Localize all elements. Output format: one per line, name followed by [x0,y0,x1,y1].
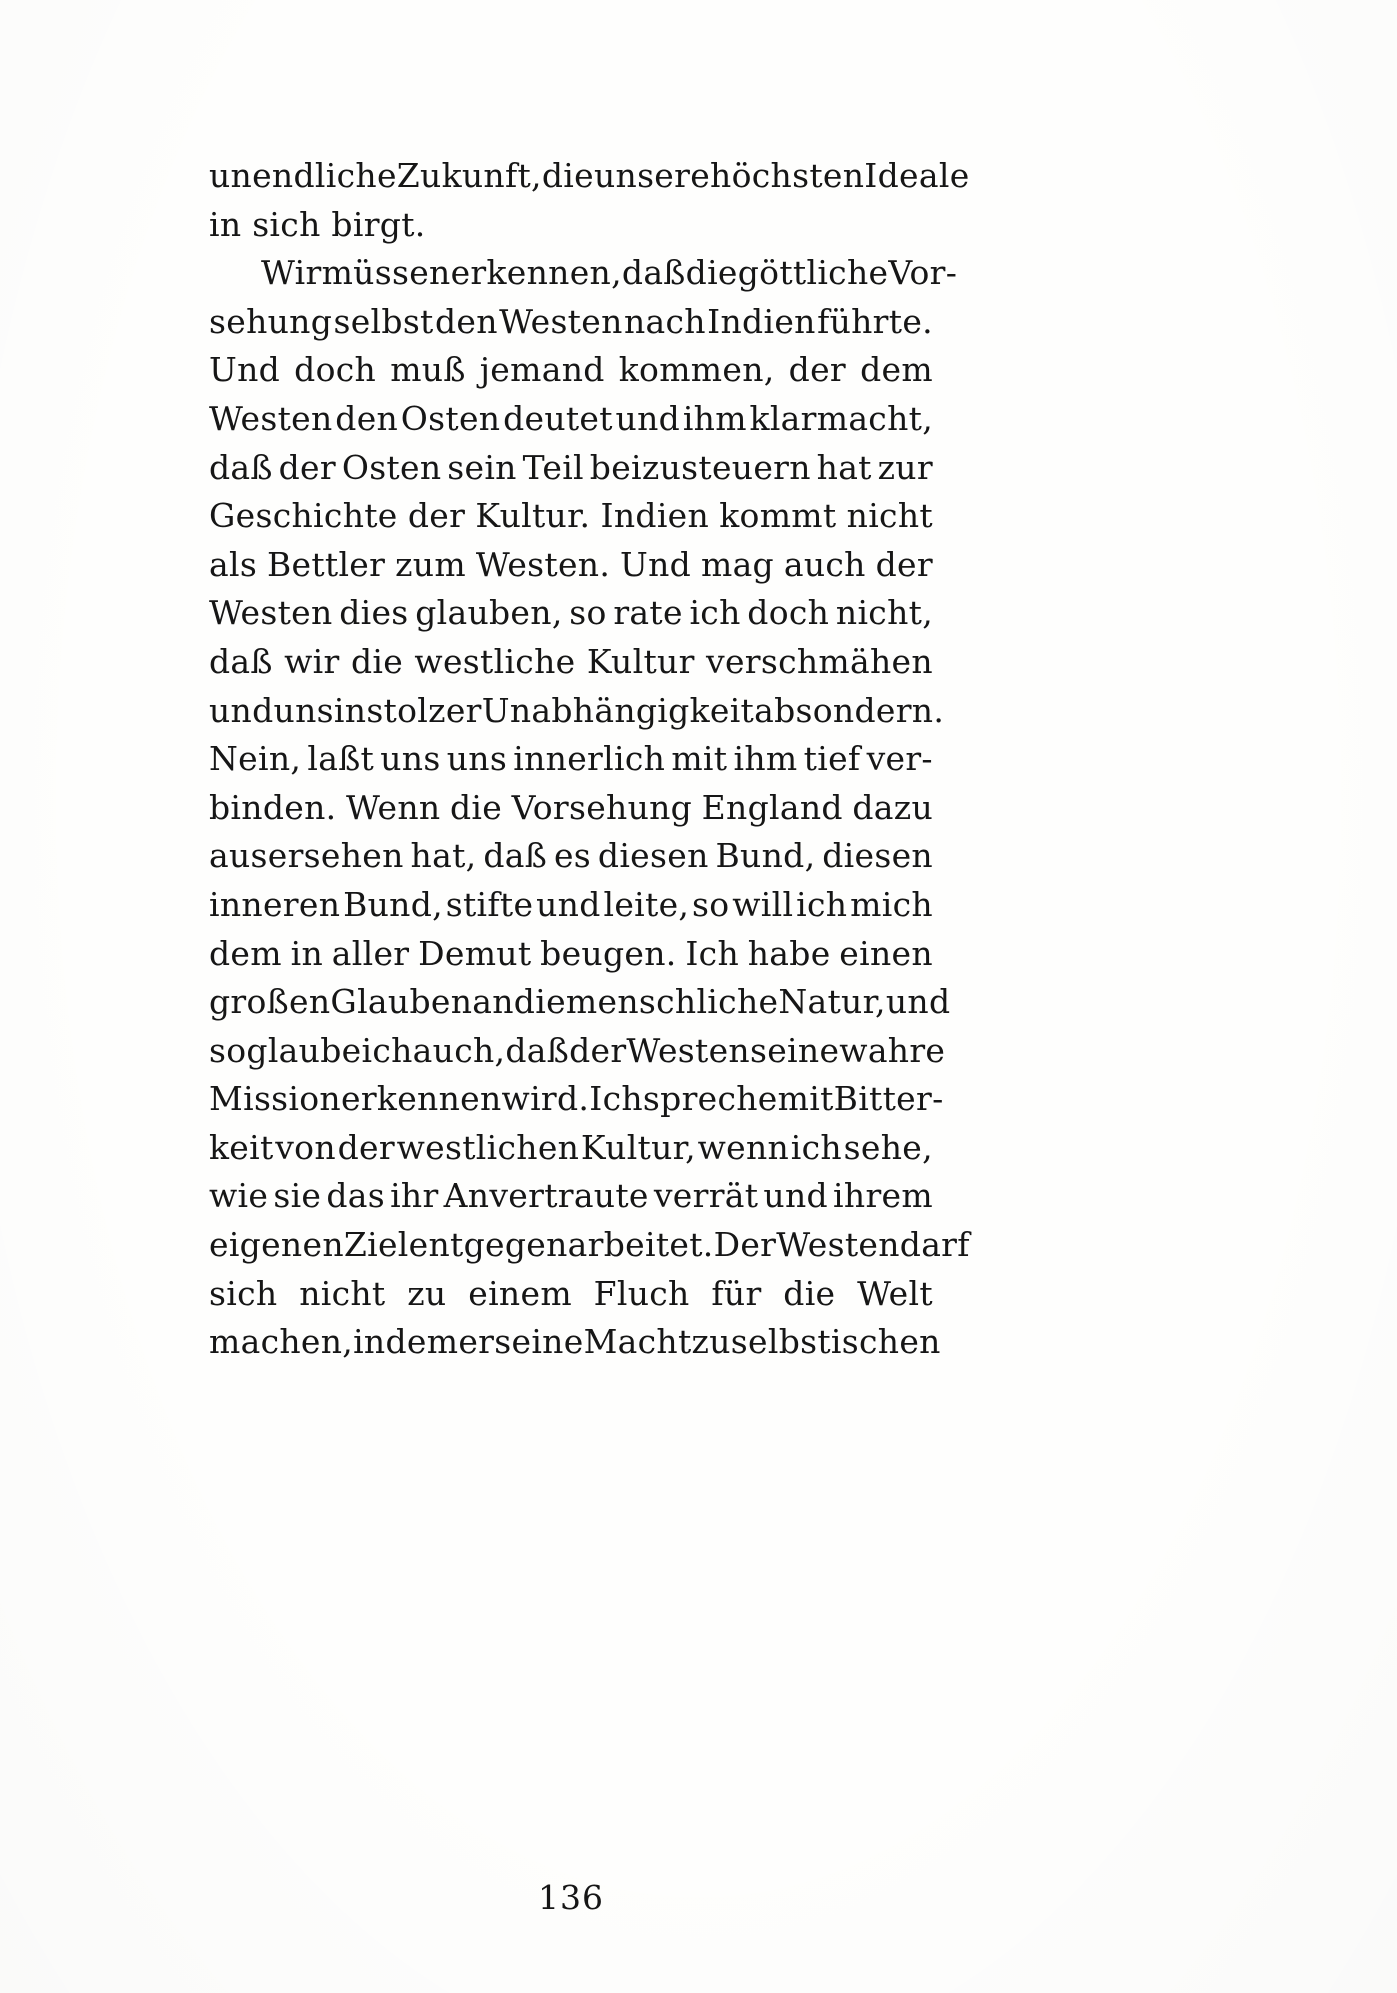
word: wahre [839,1030,946,1070]
word: dem [860,350,933,390]
word: Westen. [475,544,611,584]
word: wir [284,641,340,681]
word: die [685,253,738,293]
word: diesen [822,836,933,876]
text-line [209,638,933,687]
word: als [209,544,258,584]
word: verrät [653,1176,759,1216]
text-line [209,444,933,493]
word: Kultur, [580,1127,696,1167]
word: Westen [499,301,623,341]
word: erkennen, [450,253,622,293]
word: uns [446,739,508,779]
word: nicht, [835,593,933,633]
word: Glauben [330,982,473,1022]
text-line [209,152,970,201]
word: in [333,690,367,730]
word: von [275,1127,336,1167]
word: Westen [209,398,333,438]
word: den [335,398,399,438]
word: klarmacht, [749,398,933,438]
word: darf [899,1225,970,1265]
word: keit [209,1127,274,1167]
word: auch [783,544,866,584]
text-line [209,249,958,298]
word: sehung [209,301,333,341]
word: uns [380,739,441,779]
word: so [209,1030,247,1070]
word: Der [713,1225,777,1265]
text-block [209,152,970,1367]
word: wird. [501,1079,590,1119]
word: habe [747,933,831,973]
word: die [449,787,503,827]
word: ihm [682,398,747,438]
word: Zukunft, [396,156,542,195]
text-line [209,492,933,541]
word: stolzer [366,690,482,730]
word: laßt [307,739,375,779]
word: tief [803,739,861,779]
word: Macht [583,1322,692,1362]
word: hat, [410,836,477,876]
text-line [209,1075,944,1124]
word: Westen [209,593,333,633]
text-line [209,298,933,347]
word: westlichen [396,1127,580,1167]
word: doch [294,350,377,390]
text-line [209,589,933,638]
word: binden. [209,787,337,827]
word: ausersehen [209,836,404,876]
word: mag [700,544,774,584]
text-line [209,395,933,444]
word: Osten [341,447,442,487]
word: machen, [209,1322,354,1362]
word: das [326,1176,385,1216]
word: Und [209,350,281,390]
word: kommt [719,496,837,536]
word: es [553,836,592,876]
word: Ich [589,1079,643,1119]
word: sein [447,447,517,487]
word: Ich [685,933,739,973]
word: Bitter- [833,1079,944,1119]
word: dem [209,933,282,973]
text-line [209,1027,946,1076]
word: der [875,544,933,584]
word: dazu [852,787,933,827]
word: diesen [597,836,709,876]
word: daß [483,836,548,876]
word: nach [623,301,706,341]
word: die [783,1273,836,1313]
text-line [209,541,933,590]
word: Mission [209,1079,341,1119]
word: Kultur. [475,496,591,536]
word: die [541,156,594,195]
word: sehe, [843,1127,933,1167]
word: beizusteuern [589,447,811,487]
word: beugen. [540,933,677,973]
word: der [407,496,466,536]
word: Indien [600,496,710,536]
text-line [209,881,933,930]
word: Westen [776,1225,900,1265]
text-line [209,346,933,395]
word: entgegenarbeitet. [408,1225,714,1265]
word: menschliche [565,982,779,1022]
word: ihm [733,739,798,779]
word: mit [777,1079,834,1119]
word: innerlich [513,739,666,779]
word: zur [877,447,933,487]
word: Ideale [864,156,970,195]
word: an [472,982,514,1022]
word: und [763,1176,828,1216]
word: den [434,301,498,341]
word: müssen [321,253,451,293]
word: die [350,641,404,681]
word: unsere [593,156,711,195]
word: Kultur [586,641,695,681]
word: dies [339,593,409,633]
text-line [209,1172,933,1221]
word: uns [273,690,334,730]
word: glaube [246,1030,362,1070]
text-line [209,1221,970,1270]
word: mich [850,884,933,924]
word: Natur, [778,982,886,1022]
word: Bund, [715,836,816,876]
text-line [209,1270,933,1319]
word: der [278,447,336,487]
text-line [209,930,933,979]
word: absondern. [754,690,945,730]
text-line [209,1318,941,1367]
word: leite, [603,884,690,924]
word: westliche [414,641,576,681]
word: ich [796,884,848,924]
word: spreche [642,1079,778,1119]
word: seine [749,1030,840,1070]
word: Vor- [888,253,958,293]
word: auch, [412,1030,506,1070]
word: Westen [626,1030,750,1070]
word: England [701,787,843,827]
word: Wenn [345,787,441,827]
word: unendliche [209,156,397,195]
word: so [569,593,607,633]
word: wie [209,1176,269,1216]
word: höchsten [710,156,865,195]
word: die [513,982,566,1022]
text-line: in sich birgt. [209,204,426,244]
word: eigenen [209,1225,344,1265]
word: daß [209,641,273,681]
word: Welt [857,1273,933,1313]
word: zu [691,1322,731,1362]
word: will [732,884,794,924]
word: daß [621,253,686,293]
text-line [209,687,945,736]
word: für [711,1273,762,1313]
word: ihrem [833,1176,933,1216]
word: zu [407,1273,447,1313]
word: er [458,1322,495,1362]
word: Bund, [343,884,443,924]
page-number: 136 [538,1878,604,1917]
text-line [209,784,933,833]
word: Anvertraute [443,1176,649,1216]
word: ver- [866,739,933,779]
word: großen [209,982,331,1022]
word: Nein, [209,739,302,779]
word: jemand [479,350,605,390]
text-line [209,1124,933,1173]
word: Osten [400,398,501,438]
word: hat [816,447,872,487]
word: Vorsehung [511,787,693,827]
word: ich [790,1127,842,1167]
word: Wir [261,253,322,293]
word: in [290,933,324,973]
word: und [615,398,681,438]
word: kommen, [618,350,775,390]
word: daß [209,447,273,487]
word: sich [209,1273,278,1313]
word: Indien [707,301,816,341]
word: und [209,690,274,730]
word: Demut [418,933,532,973]
word: zum [395,544,466,584]
word: einem [468,1273,572,1313]
word: deutet [503,398,613,438]
word: selbst [333,301,434,341]
word: führte. [817,301,933,341]
word: Bettler [266,544,386,584]
word: erkennen [341,1079,502,1119]
word: indem [353,1322,459,1362]
word: und [536,884,601,924]
text-line [209,735,933,784]
word: einen [839,933,933,973]
word: ihr [390,1176,439,1216]
word: der [337,1127,395,1167]
word: glauben, [415,593,563,633]
word: Geschichte [209,496,398,536]
word: so [692,884,730,924]
word: Fluch [593,1273,690,1313]
word: nicht [299,1273,386,1313]
word: mit [671,739,728,779]
word: wenn [697,1127,790,1167]
word: inneren [209,884,341,924]
word: und [885,982,951,1022]
word: stifte [445,884,534,924]
word: der [788,350,846,390]
word: göttliche [737,253,889,293]
word: muß [390,350,466,390]
word: rate [613,593,683,633]
word: ich [361,1030,413,1070]
word: seine [494,1322,584,1362]
text-line [209,978,951,1027]
word: selbstischen [730,1322,941,1362]
word: aller [331,933,410,973]
word: doch [747,593,830,633]
word: Und [620,544,692,584]
word: der [569,1030,627,1070]
word: Teil [522,447,584,487]
word: nicht [846,496,933,536]
word: daß [505,1030,570,1070]
word: Unabhängigkeit [481,690,755,730]
word: verschmähen [706,641,933,681]
word: Ziel [343,1225,409,1265]
word: sie [273,1176,322,1216]
word: ich [689,593,741,633]
text-line [209,832,933,881]
